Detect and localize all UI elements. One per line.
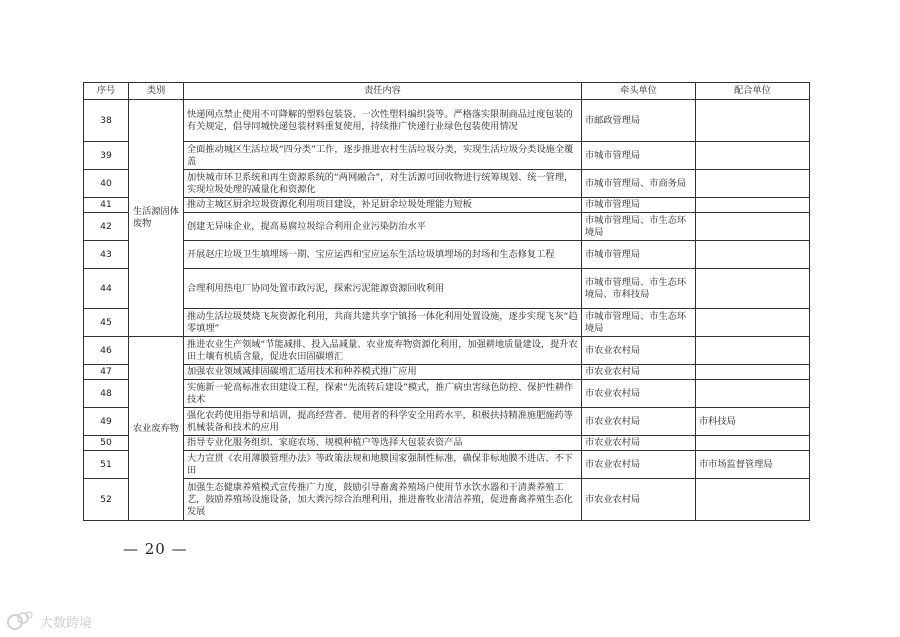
row-lead-unit: 市城市管理局、市生态环境局 xyxy=(582,309,696,337)
category-cell: 农业废弃物 xyxy=(129,337,184,521)
table-row xyxy=(84,365,810,380)
row-coop-unit xyxy=(696,309,810,337)
header-no: 序号 xyxy=(84,83,129,100)
responsibility-table xyxy=(83,82,810,521)
watermark xyxy=(6,610,92,632)
watermark-logo-icon xyxy=(6,610,34,632)
row-coop-unit xyxy=(696,365,810,380)
row-content: 强化农药使用指导和培训，提高经营者、使用者的科学安全用药水平，积极扶持精准施肥施药等机械装备和技术的应用 xyxy=(184,408,582,436)
row-number: 52 xyxy=(84,479,129,521)
row-number: 43 xyxy=(84,241,129,269)
row-lead-unit: 市邮政管理局 xyxy=(582,100,696,142)
row-coop-unit xyxy=(696,269,810,309)
header-category: 类别 xyxy=(129,83,184,100)
row-lead-unit: 市农业农村局 xyxy=(582,408,696,436)
row-content: 大力宣贯《农用薄膜管理办法》等政策法规和地膜国家强制性标准，确保非标地膜不进店、不下田 xyxy=(184,451,582,479)
row-coop-unit xyxy=(696,241,810,269)
table-row xyxy=(84,241,810,269)
row-coop-unit xyxy=(696,436,810,451)
row-content: 指导专业化服务组织、家庭农场、规模种植户等选择大包装农资产品 xyxy=(184,436,582,451)
row-content: 开展赵庄垃圾卫生填埋场一期、宝应运西和宝应运东生活垃圾填埋场的封场和生态修复工程 xyxy=(184,241,582,269)
table-row xyxy=(84,479,810,521)
row-lead-unit: 市城市管理局、市生态环境局、市科技局 xyxy=(582,269,696,309)
watermark-text: 大数跨境 xyxy=(40,615,93,631)
header-lead-unit: 牵头单位 xyxy=(582,83,696,100)
row-lead-unit: 市城市管理局 xyxy=(582,198,696,213)
row-coop-unit xyxy=(696,380,810,408)
row-lead-unit: 市城市管理局、市商务局 xyxy=(582,170,696,198)
row-number: 44 xyxy=(84,269,129,309)
row-coop-unit xyxy=(696,170,810,198)
row-lead-unit: 市农业农村局 xyxy=(582,365,696,380)
row-number: 46 xyxy=(84,337,129,365)
row-number: 48 xyxy=(84,380,129,408)
row-number: 39 xyxy=(84,142,129,170)
row-content: 加强农业领域减排固碳增汇适用技术和种养模式推广应用 xyxy=(184,365,582,380)
table-header-row xyxy=(84,83,810,100)
row-lead-unit: 市农业农村局 xyxy=(582,436,696,451)
row-coop-unit xyxy=(696,142,810,170)
category-cell: 生活源固体废物 xyxy=(129,100,184,337)
row-content: 加快城市环卫系统和再生资源系统的“两网融合”，对生活源可回收物进行统筹规划、统一管理，实现垃圾处理的减量化和资源化 xyxy=(184,170,582,198)
row-content: 快递网点禁止使用不可降解的塑料包装袋、一次性塑料编织袋等。严格落实限制商品过度包装的有关规定，倡导同城快递包装材料重复使用，持续推广快递行业绿色包装使用情况 xyxy=(184,100,582,142)
table-row xyxy=(84,213,810,241)
row-number: 45 xyxy=(84,309,129,337)
table-row xyxy=(84,337,810,365)
table-row xyxy=(84,380,810,408)
row-number: 47 xyxy=(84,365,129,380)
table-row xyxy=(84,309,810,337)
row-coop-unit: 市市场监督管理局 xyxy=(696,451,810,479)
row-lead-unit: 市农业农村局 xyxy=(582,337,696,365)
row-content: 全面推动城区生活垃圾“四分类”工作，逐步推进农村生活垃圾分类，实现生活垃圾分类设施全覆盖 xyxy=(184,142,582,170)
row-number: 50 xyxy=(84,436,129,451)
row-content: 加强生态健康养殖模式宣传推广力度，鼓励引导畜禽养殖场户使用节水饮水器和干清粪养殖工艺，鼓励养殖场设施设备，加大粪污综合治理利用，推进畜牧业清洁养殖，促进畜禽养殖生态化发展 xyxy=(184,479,582,521)
row-coop-unit xyxy=(696,337,810,365)
row-content: 推进农业生产领域“节能减排、投入品减量、农业废弃物资源化利用，加强耕地质量建设，提升农田土壤有机质含量，促进农田固碳增汇 xyxy=(184,337,582,365)
table-row xyxy=(84,170,810,198)
header-coop-unit: 配合单位 xyxy=(696,83,810,100)
row-number: 51 xyxy=(84,451,129,479)
row-coop-unit xyxy=(696,479,810,521)
row-coop-unit xyxy=(696,100,810,142)
table-row xyxy=(84,436,810,451)
row-content: 创建无异味企业，提高易腐垃圾综合利用企业污染防治水平 xyxy=(184,213,582,241)
row-lead-unit: 市农业农村局 xyxy=(582,479,696,521)
table-row xyxy=(84,269,810,309)
table-row xyxy=(84,142,810,170)
row-content: 推动主城区厨余垃圾资源化利用项目建设，补足厨余垃圾处理能力短板 xyxy=(184,198,582,213)
row-content: 实施新一轮高标准农田建设工程，探索“先流转后建设”模式，推广病虫害绿色防控、保护性耕作技术 xyxy=(184,380,582,408)
row-coop-unit xyxy=(696,198,810,213)
page-number: — 20 — xyxy=(123,540,188,558)
row-coop-unit xyxy=(696,213,810,241)
row-lead-unit: 市农业农村局 xyxy=(582,451,696,479)
row-lead-unit: 市农业农村局 xyxy=(582,380,696,408)
row-lead-unit: 市城市管理局 xyxy=(582,241,696,269)
header-content: 责任内容 xyxy=(184,83,582,100)
row-lead-unit: 市城市管理局、市生态环境局 xyxy=(582,213,696,241)
row-content: 合理利用热电厂协同处置市政污泥，探索污泥能源资源回收利用 xyxy=(184,269,582,309)
row-number: 40 xyxy=(84,170,129,198)
row-number: 42 xyxy=(84,213,129,241)
row-coop-unit: 市科技局 xyxy=(696,408,810,436)
table-row xyxy=(84,198,810,213)
row-number: 38 xyxy=(84,100,129,142)
row-number: 49 xyxy=(84,408,129,436)
row-number: 41 xyxy=(84,198,129,213)
row-content: 推动生活垃圾焚烧飞灰资源化利用，共商共建共享宁镇扬一体化利用处置设施，逐步实现飞灰“趋零填埋” xyxy=(184,309,582,337)
table-row xyxy=(84,408,810,436)
table-row xyxy=(84,451,810,479)
table-row xyxy=(84,100,810,142)
row-lead-unit: 市城市管理局 xyxy=(582,142,696,170)
